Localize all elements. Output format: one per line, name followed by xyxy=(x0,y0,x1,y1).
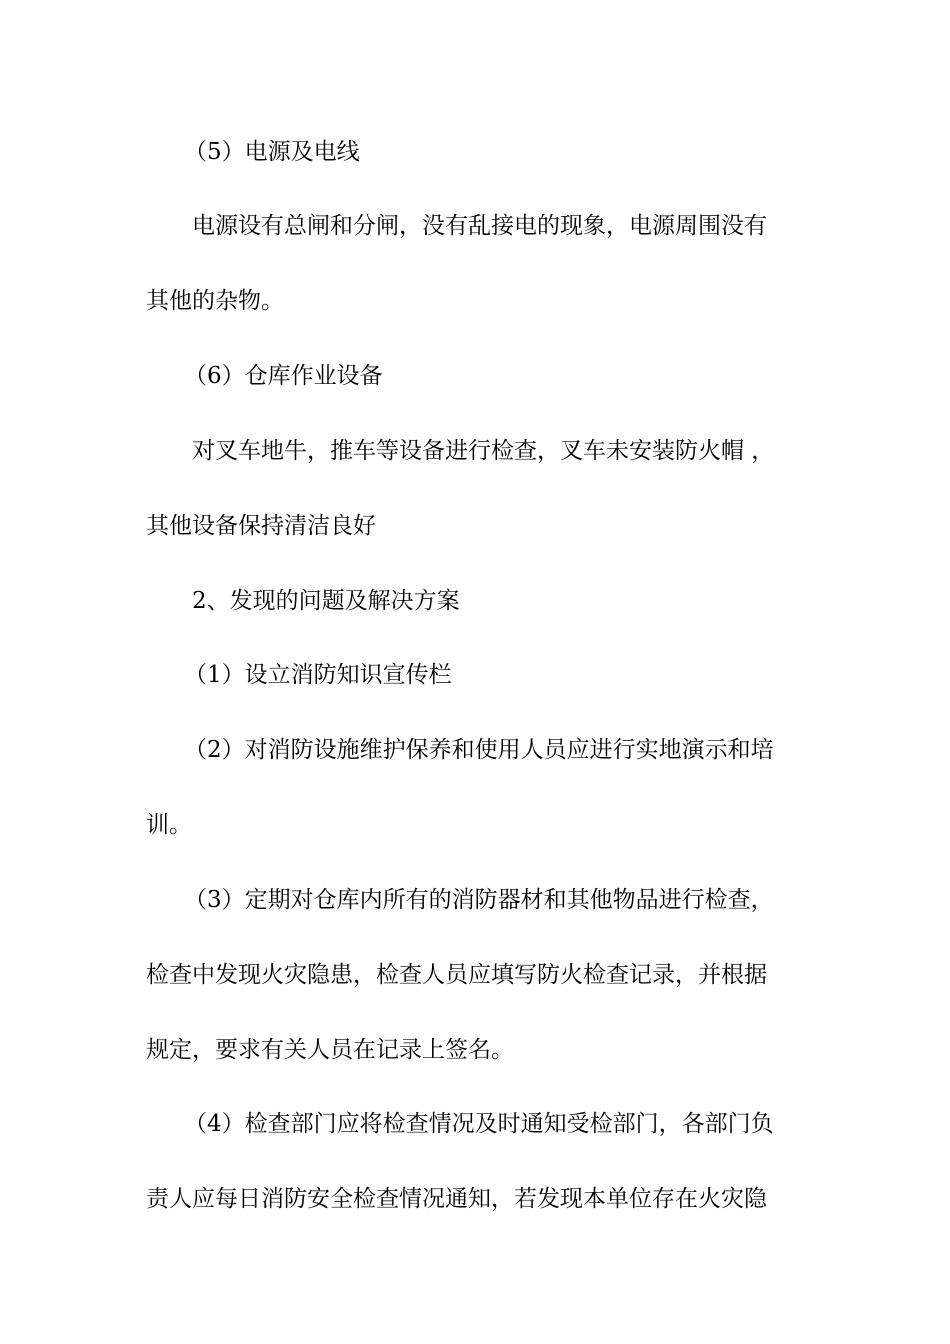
list-item-4-line-2: 责人应每日消防安全检查情况通知，若发现本单位存在火灾隐 xyxy=(146,1186,767,1212)
paragraph-equipment-line-1: 对叉车地牛，推车等设备进行检查，叉车未安装防火帽 ， xyxy=(192,438,775,464)
list-item-3-line-3: 规定，要求有关人员在记录上签名。 xyxy=(146,1037,514,1063)
list-item-3-line-1: （3）定期对仓库内所有的消防器材和其他物品进行检查， xyxy=(184,887,774,913)
list-item-4-line-1: （4）检查部门应将检查情况及时通知受检部门，各部门负 xyxy=(184,1111,774,1137)
list-item-3-line-2: 检查中发现火灾隐患，检查人员应填写防火检查记录，并根据 xyxy=(146,962,767,988)
heading-power-wiring: （5）电源及电线 xyxy=(184,139,360,165)
list-item-2-line-1: （2）对消防设施维护保养和使用人员应进行实地演示和培 xyxy=(184,737,774,763)
list-item-1: （1）设立消防知识宣传栏 xyxy=(184,662,452,688)
section-heading-problems: 2、发现的问题及解决方案 xyxy=(192,588,460,614)
heading-warehouse-equipment: （6）仓库作业设备 xyxy=(184,363,383,389)
paragraph-power-line-2: 其他的杂物。 xyxy=(146,288,284,314)
paragraph-power-line-1: 电源设有总闸和分闸，没有乱接电的现象，电源周围没有 xyxy=(192,213,767,239)
list-item-2-line-2: 训。 xyxy=(146,812,192,838)
paragraph-equipment-line-2: 其他设备保持清洁良好 xyxy=(146,513,376,539)
